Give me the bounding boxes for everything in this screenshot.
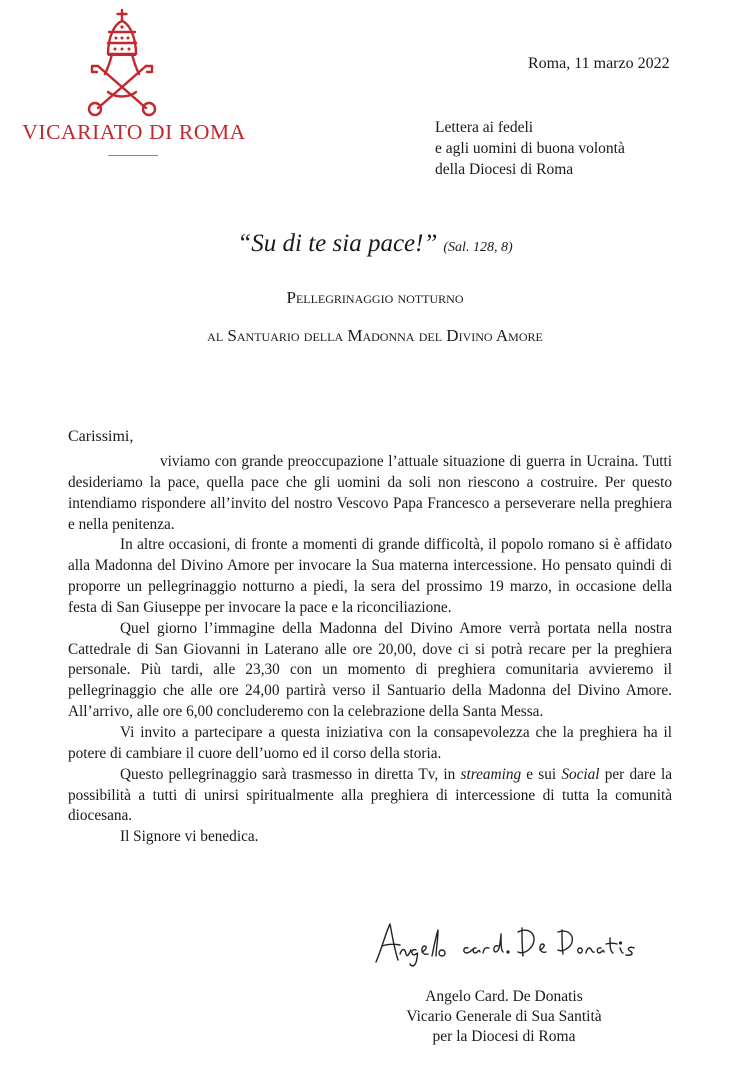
signer-block: [354, 987, 654, 1047]
recipient-line: e agli uomini di buona volontà: [435, 140, 625, 157]
body-text-fragment: Questo pellegrinaggio sarà trasmesso in diretta Tv, in: [120, 765, 461, 783]
recipient-line: della Diocesi di Roma: [435, 161, 574, 178]
body-paragraph: Vi invito a partecipare a questa iniziativa con la consapevolezza che la preghiera ha il potere di cambiare il cuore dell’uomo ed il corso della storia.: [68, 723, 672, 762]
quote-text: “Su di te sia pace!”: [237, 230, 438, 257]
vicariate-coat-of-arms-logo: [78, 8, 166, 118]
letter-heading-line-2: al Santuario della Madonna del Divino Amore: [207, 326, 543, 345]
signer-title: Vicario Generale di Sua Santità: [406, 1008, 602, 1025]
signer-name: Angelo Card. De Donatis: [425, 988, 583, 1005]
letter-closing: Il Signore vi benedica.: [120, 828, 259, 846]
scripture-quote: [0, 230, 750, 258]
body-paragraph: Quel giorno l’immagine della Madonna del Divino Amore verrà portata nella nostra Cattedrale di San Giovanni in Laterano alle ore 20,00, dove ci si potrà recare per la preghiera personale. Più tardi, alle 23,30 con un momento di preghiera comunitaria avvieremo il pellegrinaggio che alle ore 24,00 partirà verso il Santuario della Madonna del Divino Amore. All’arrivo, alle ore 6,00 concluderemo con la celebrazione della Santa Messa.: [68, 619, 672, 721]
emphasized-word: streaming: [460, 765, 522, 783]
letter-body: [68, 452, 672, 848]
letter-heading-line-1: Pellegrinaggio notturno: [286, 288, 464, 307]
letter-date: Roma, 11 marzo 2022: [528, 55, 670, 72]
body-paragraph: viviamo con grande preoccupazione l’attuale situazione di guerra in Ucraina. Tutti desideriamo la pace, quella pace che gli uomini da soli non riescono a costruire. Per questo intendiamo rispondere all’invito del nostro Vescovo Papa Francesco a perseverare nella preghiera e nella penitenza.: [68, 453, 672, 533]
organization-underline: [108, 155, 158, 156]
handwritten-signature: [372, 918, 642, 970]
quote-reference: (Sal. 128, 8): [443, 240, 513, 255]
signer-subtitle: per la Diocesi di Roma: [432, 1028, 576, 1045]
emphasized-word: Social: [561, 765, 600, 783]
organization-name: VICARIATO DI ROMA: [22, 120, 246, 144]
letter-recipients: [435, 117, 625, 180]
recipient-line: Lettera ai fedeli: [435, 119, 534, 136]
body-paragraph: In altre occasioni, di fronte a momenti di grande difficoltà, il popolo romano si è affidato alla Madonna del Divino Amore per invocare la Sua materna intercessione. Ho pensato quindi di proporre un pellegrinaggio notturno a piedi, la sera del prossimo 19 marzo, in occasione della festa di San Giuseppe per invocare la pace e la riconciliazione.: [68, 536, 672, 616]
body-text-fragment: per dare la possibilità a tutti di unirsi spiritualmente alla preghiera di intercessione di tutta la comunità diocesana.: [68, 765, 672, 825]
body-paragraph: [68, 765, 672, 828]
letter-salutation: Carissimi,: [68, 428, 134, 445]
body-text-fragment: e sui: [521, 765, 562, 783]
